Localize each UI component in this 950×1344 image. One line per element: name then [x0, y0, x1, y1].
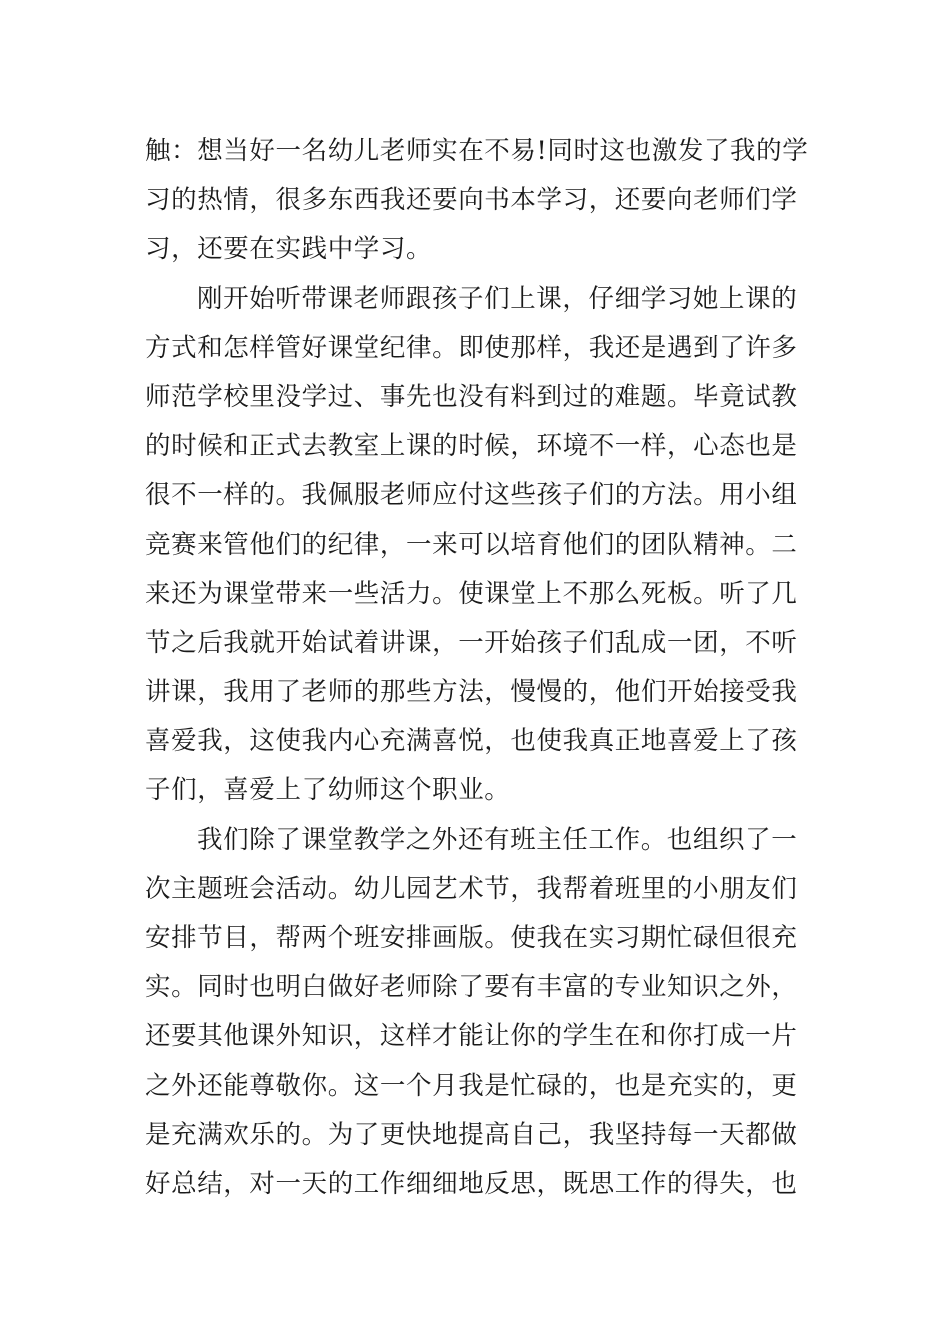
text-line: 喜爱我，这使我内心充满喜悦，也使我真正地喜爱上了孩 [145, 726, 798, 757]
text-line: 习，还要在实践中学习。 [145, 234, 433, 265]
body-text [145, 127, 810, 1209]
text-line: 触：想当好一名幼儿老师实在不易!同时这也激发了我的学 [145, 136, 809, 166]
text-line: 安排节目，帮两个班安排画版。使我在实习期忙碌但很充 [145, 923, 798, 953]
text-line: 习的热情，很多东西我还要向书本学习，还要向老师们学 [145, 185, 798, 216]
text-line: 实。同时也明白做好老师除了要有丰富的专业知识之外， [145, 972, 798, 1003]
text-line: 节之后我就开始试着讲课，一开始孩子们乱成一团，不听 [145, 627, 798, 658]
text-line: 之外还能尊敬你。这一个月我是忙碌的，也是充实的，更 [145, 1070, 798, 1101]
paragraph-first-line: 刚开始听带课老师跟孩子们上课，仔细学习她上课的 [197, 283, 798, 314]
text-line: 讲课，我用了老师的那些方法，慢慢的，他们开始接受我 [145, 677, 798, 708]
text-line: 次主题班会活动。幼儿园艺术节，我帮着班里的小朋友们 [145, 873, 798, 904]
paragraph-first-line: 我们除了课堂教学之外还有班主任工作。也组织了一 [197, 824, 798, 855]
text-line: 子们，喜爱上了幼师这个职业。 [145, 775, 511, 806]
text-line: 是充满欢乐的。为了更快地提高自己，我坚持每一天都做 [145, 1119, 798, 1150]
text-line: 很不一样的。我佩服老师应付这些孩子们的方法。用小组 [145, 480, 798, 511]
text-line: 师范学校里没学过、事先也没有料到过的难题。毕竟试教 [145, 381, 798, 412]
text-line: 还要其他课外知识，这样才能让你的学生在和你打成一片 [145, 1021, 798, 1052]
text-line: 的时候和正式去教室上课的时候，环境不一样，心态也是 [145, 431, 798, 462]
text-line: 竞赛来管他们的纪律，一来可以培育他们的团队精神。二 [145, 529, 798, 560]
text-line: 来还为课堂带来一些活力。使课堂上不那么死板。听了几 [145, 578, 798, 609]
text-line: 好总结，对一天的工作细细地反思，既思工作的得失，也 [145, 1168, 798, 1199]
text-line: 方式和怎样管好课堂纪律。即使那样，我还是遇到了许多 [145, 332, 798, 363]
